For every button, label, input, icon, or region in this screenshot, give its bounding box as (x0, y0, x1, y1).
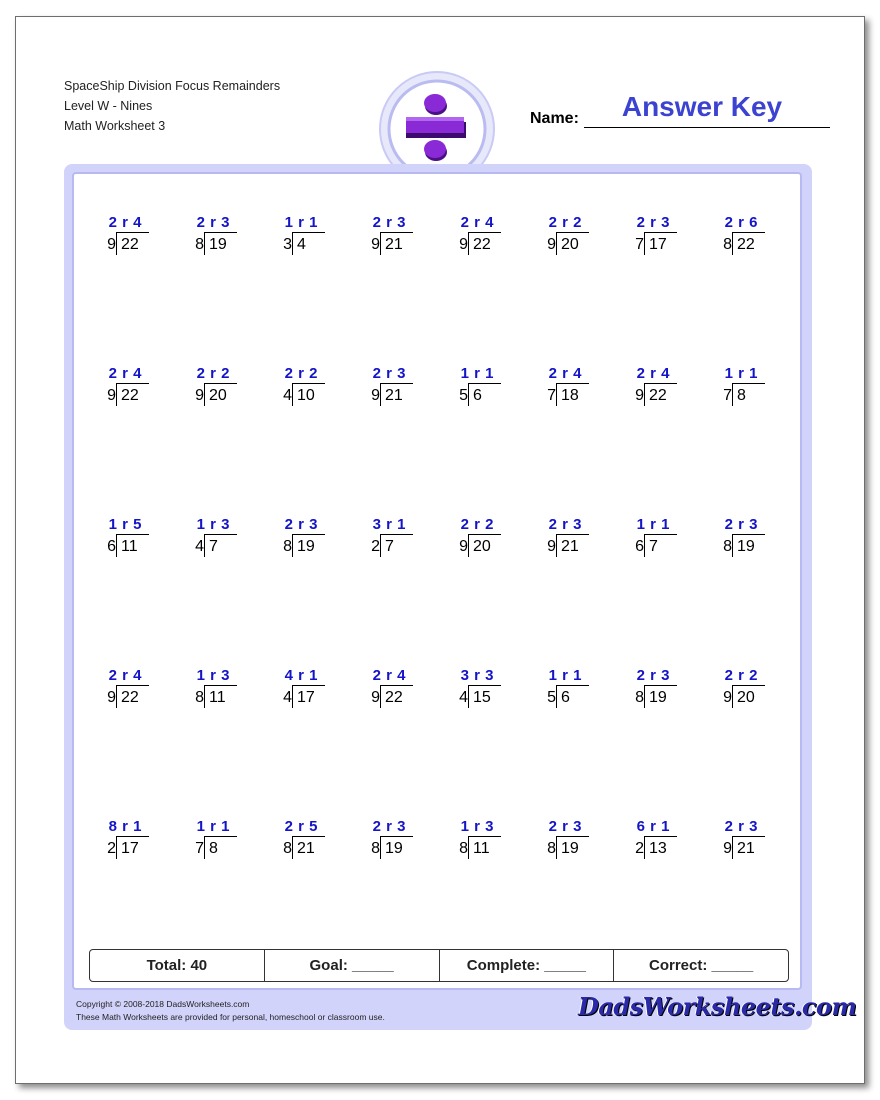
dividend: 22 (380, 685, 413, 708)
dividend: 21 (556, 534, 589, 557)
divisor: 7 (635, 236, 644, 253)
divisor: 9 (195, 387, 204, 404)
quotient-answer: 1 r 3 (196, 516, 230, 533)
dividend: 21 (732, 836, 765, 859)
division-problem (618, 516, 698, 566)
quotient-answer: 1 r 3 (460, 818, 494, 835)
quotient-answer: 1 r 1 (196, 818, 230, 835)
dividend: 20 (732, 685, 765, 708)
divisor: 9 (723, 840, 732, 857)
quotient-answer: 2 r 3 (548, 818, 582, 835)
divisor: 9 (459, 236, 468, 253)
division-problem (178, 365, 258, 415)
dividend: 8 (732, 383, 765, 406)
division-problem (442, 365, 522, 415)
divisor: 4 (459, 689, 468, 706)
divisor: 9 (107, 236, 116, 253)
quotient-answer: 2 r 5 (284, 818, 318, 835)
dividend: 17 (644, 232, 677, 255)
divisor: 8 (723, 236, 732, 253)
quotient-answer: 2 r 2 (460, 516, 494, 533)
divisor: 2 (107, 840, 116, 857)
dividend: 17 (116, 836, 149, 859)
division-problem (706, 516, 786, 566)
division-problem (618, 818, 698, 868)
divisor: 9 (371, 236, 380, 253)
dividend: 19 (380, 836, 413, 859)
dividend: 20 (556, 232, 589, 255)
divisor: 9 (547, 236, 556, 253)
division-problem (354, 516, 434, 566)
quotient-answer: 2 r 3 (372, 818, 406, 835)
divisor: 8 (723, 538, 732, 555)
dividend: 6 (556, 685, 589, 708)
quotient-answer: 2 r 2 (548, 214, 582, 231)
dividend: 11 (116, 534, 149, 557)
quotient-answer: 2 r 3 (372, 365, 406, 382)
quotient-answer: 2 r 3 (636, 214, 670, 231)
division-problem (618, 667, 698, 717)
divisor: 2 (635, 840, 644, 857)
divisor: 2 (371, 538, 380, 555)
division-problem (90, 365, 170, 415)
dividend: 7 (204, 534, 237, 557)
division-problem (266, 667, 346, 717)
dividend: 19 (292, 534, 325, 557)
division-problem (530, 818, 610, 868)
division-problem (354, 214, 434, 264)
dividend: 20 (204, 383, 237, 406)
divisor: 8 (195, 236, 204, 253)
quotient-answer: 2 r 3 (724, 516, 758, 533)
division-problem (354, 365, 434, 415)
division-problem (530, 365, 610, 415)
quotient-answer: 2 r 2 (196, 365, 230, 382)
divisor: 4 (195, 538, 204, 555)
divisor: 7 (195, 840, 204, 857)
dividend: 18 (556, 383, 589, 406)
division-problem (706, 365, 786, 415)
divisor: 5 (547, 689, 556, 706)
quotient-answer: 3 r 3 (460, 667, 494, 684)
divisor: 9 (547, 538, 556, 555)
division-problem (354, 667, 434, 717)
name-line (584, 127, 830, 128)
quotient-answer: 4 r 1 (284, 667, 318, 684)
divisor: 9 (371, 689, 380, 706)
dividend: 20 (468, 534, 501, 557)
dividend: 21 (380, 232, 413, 255)
dividend: 22 (732, 232, 765, 255)
dividend: 19 (204, 232, 237, 255)
dividend: 11 (468, 836, 501, 859)
dividend: 19 (732, 534, 765, 557)
dividend: 22 (116, 232, 149, 255)
usage-note: These Math Worksheets are provided for personal, homeschool or classroom use. (76, 1012, 385, 1022)
dividend: 13 (644, 836, 677, 859)
divisor: 9 (107, 689, 116, 706)
division-problem (90, 818, 170, 868)
divisor: 6 (635, 538, 644, 555)
dividend: 19 (556, 836, 589, 859)
dividend: 21 (380, 383, 413, 406)
dividend: 22 (116, 383, 149, 406)
quotient-answer: 8 r 1 (108, 818, 142, 835)
dividend: 6 (468, 383, 501, 406)
divisor: 9 (635, 387, 644, 404)
division-problem (90, 667, 170, 717)
divisor: 9 (107, 387, 116, 404)
quotient-answer: 2 r 4 (108, 214, 142, 231)
quotient-answer: 2 r 4 (108, 365, 142, 382)
division-problem (90, 516, 170, 566)
total-count: Total: 40 (90, 950, 265, 981)
quotient-answer: 2 r 4 (372, 667, 406, 684)
divisor: 9 (371, 387, 380, 404)
division-problem (530, 214, 610, 264)
divisor: 8 (547, 840, 556, 857)
divisor: 4 (283, 689, 292, 706)
dividend: 17 (292, 685, 325, 708)
division-problem (442, 818, 522, 868)
quotient-answer: 2 r 4 (108, 667, 142, 684)
division-problem (266, 516, 346, 566)
dividend: 19 (644, 685, 677, 708)
quotient-answer: 1 r 1 (548, 667, 582, 684)
name-label: Name: (530, 110, 579, 127)
quotient-answer: 1 r 1 (636, 516, 670, 533)
divisor: 8 (283, 538, 292, 555)
divisor: 8 (635, 689, 644, 706)
divisor: 3 (283, 236, 292, 253)
dividend: 22 (468, 232, 501, 255)
quotient-answer: 2 r 3 (372, 214, 406, 231)
copyright-text: Copyright © 2008-2018 DadsWorksheets.com (76, 999, 250, 1009)
quotient-answer: 2 r 2 (724, 667, 758, 684)
divisor: 8 (459, 840, 468, 857)
quotient-answer: 2 r 4 (548, 365, 582, 382)
division-problem (706, 214, 786, 264)
divisor: 8 (283, 840, 292, 857)
dividend: 22 (644, 383, 677, 406)
dividend: 7 (644, 534, 677, 557)
quotient-answer: 2 r 6 (724, 214, 758, 231)
quotient-answer: 6 r 1 (636, 818, 670, 835)
quotient-answer: 2 r 3 (284, 516, 318, 533)
division-problem (90, 214, 170, 264)
divisor: 7 (723, 387, 732, 404)
quotient-answer: 1 r 1 (460, 365, 494, 382)
dividend: 7 (380, 534, 413, 557)
dividend: 4 (292, 232, 325, 255)
quotient-answer: 1 r 1 (724, 365, 758, 382)
division-problem (618, 365, 698, 415)
division-problem (530, 667, 610, 717)
quotient-answer: 2 r 3 (548, 516, 582, 533)
division-problem (178, 214, 258, 264)
quotient-answer: 1 r 5 (108, 516, 142, 533)
quotient-answer: 2 r 3 (724, 818, 758, 835)
division-problem (178, 516, 258, 566)
divisor: 7 (547, 387, 556, 404)
goal-field: Goal: _____ (265, 950, 440, 981)
quotient-answer: 2 r 4 (636, 365, 670, 382)
dividend: 15 (468, 685, 501, 708)
divisor: 5 (459, 387, 468, 404)
divisor: 6 (107, 538, 116, 555)
score-bar (89, 949, 789, 982)
division-problem (442, 516, 522, 566)
division-problem (178, 667, 258, 717)
worksheet-number: Math Worksheet 3 (64, 119, 166, 133)
division-problem (266, 365, 346, 415)
worksheet-level: Level W - Nines (64, 99, 153, 113)
dividend: 10 (292, 383, 325, 406)
divisor: 9 (723, 689, 732, 706)
quotient-answer: 3 r 1 (372, 516, 406, 533)
division-problem (706, 818, 786, 868)
quotient-answer: 2 r 4 (460, 214, 494, 231)
division-problem (266, 818, 346, 868)
division-problem (442, 667, 522, 717)
quotient-answer: 1 r 1 (284, 214, 318, 231)
divisor: 8 (371, 840, 380, 857)
quotient-answer: 1 r 3 (196, 667, 230, 684)
divisor: 8 (195, 689, 204, 706)
brand-logo: DadsWorksheets.com (578, 992, 857, 1021)
divisor: 9 (459, 538, 468, 555)
dividend: 21 (292, 836, 325, 859)
quotient-answer: 2 r 3 (196, 214, 230, 231)
dividend: 22 (116, 685, 149, 708)
quotient-answer: 2 r 2 (284, 365, 318, 382)
division-problem (530, 516, 610, 566)
worksheet-title: SpaceShip Division Focus Remainders (64, 79, 281, 93)
division-problem (706, 667, 786, 717)
division-problem (442, 214, 522, 264)
division-problem (618, 214, 698, 264)
dividend: 8 (204, 836, 237, 859)
division-problem (354, 818, 434, 868)
division-problem (266, 214, 346, 264)
divisor: 4 (283, 387, 292, 404)
correct-field: Correct: _____ (649, 957, 754, 974)
division-problem (178, 818, 258, 868)
dividend: 11 (204, 685, 237, 708)
complete-field: Complete: _____ (440, 950, 615, 981)
quotient-answer: 2 r 3 (636, 667, 670, 684)
answer-key-label: Answer Key (621, 91, 783, 122)
